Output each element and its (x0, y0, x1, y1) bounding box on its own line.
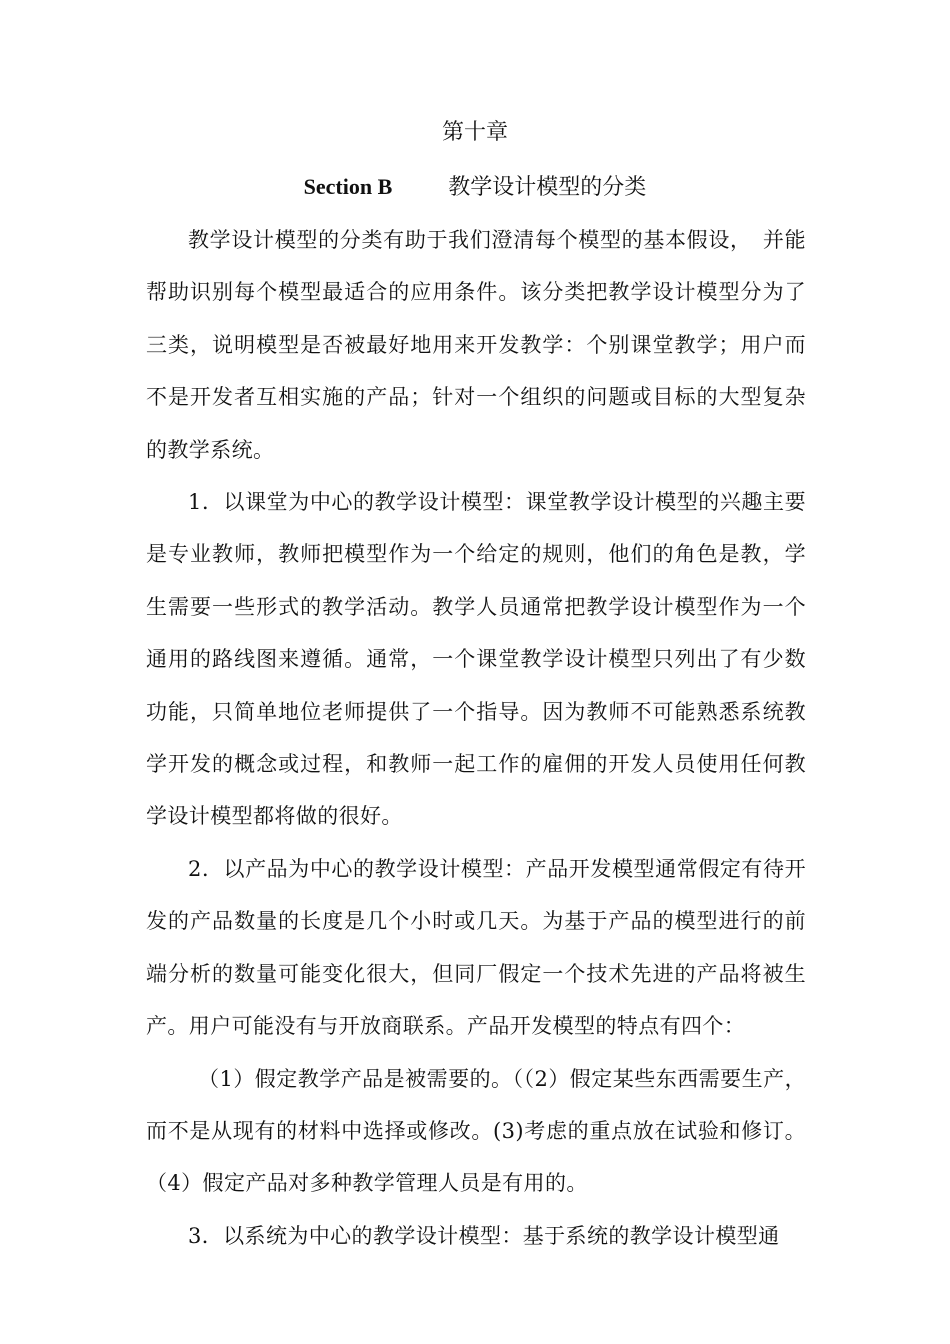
section-label: Section B (303, 174, 393, 199)
product-model-paragraph: 2．以产品为中心的教学设计模型：产品开发模型通常假定有待开发的产品数量的长度是几个小时或几天。为基于产品的模型进行的前端分析的数量可能变化很大，但同厂假定一个技术先进的产品将被生产。用户可能没有与开放商联系。产品开发模型的特点有四个： (146, 856, 806, 1039)
product-features-paragraph: （1）假定教学产品是被需要的。（（2）假定某些东西需要生产，而不是从现有的材料中选择或修改。(3)考虑的重点放在试验和修订。（4）假定产品对多种教学管理人员是有用的。 (146, 1066, 806, 1196)
intro-paragraph: 教学设计模型的分类有助于我们澄清每个模型的基本假设， 并能帮助识别每个模型最适合的应用条件。该分类把教学设计模型分为了三类，说明模型是否被最好地用来开发教学：个别课堂教学；用户而不是开发者互相实施的产品；针对一个组织的问题或目标的大型复杂的教学系统。 (146, 228, 806, 462)
body-text (146, 214, 806, 1262)
classroom-model-paragraph: 1．以课堂为中心的教学设计模型：课堂教学设计模型的兴趣主要是专业教师，教师把模型作为一个给定的规则，他们的角色是教，学生需要一些形式的教学活动。教学人员通常把教学设计模型作为一个通用的路线图来遵循。通常，一个课堂教学设计模型只列出了有少数功能，只简单地位老师提供了一个指导。因为教师不可能熟悉系统教学开发的概念或过程，和教师一起工作的雇佣的开发人员使用任何教学设计模型都将做的很好。 (146, 490, 806, 829)
section-heading (0, 172, 950, 203)
chapter-title: 第十章 (441, 120, 508, 145)
system-model-paragraph: 3．以系统为中心的教学设计模型：基于系统的教学设计模型通 (188, 1223, 780, 1248)
section-title: 教学设计模型的分类 (448, 175, 647, 200)
